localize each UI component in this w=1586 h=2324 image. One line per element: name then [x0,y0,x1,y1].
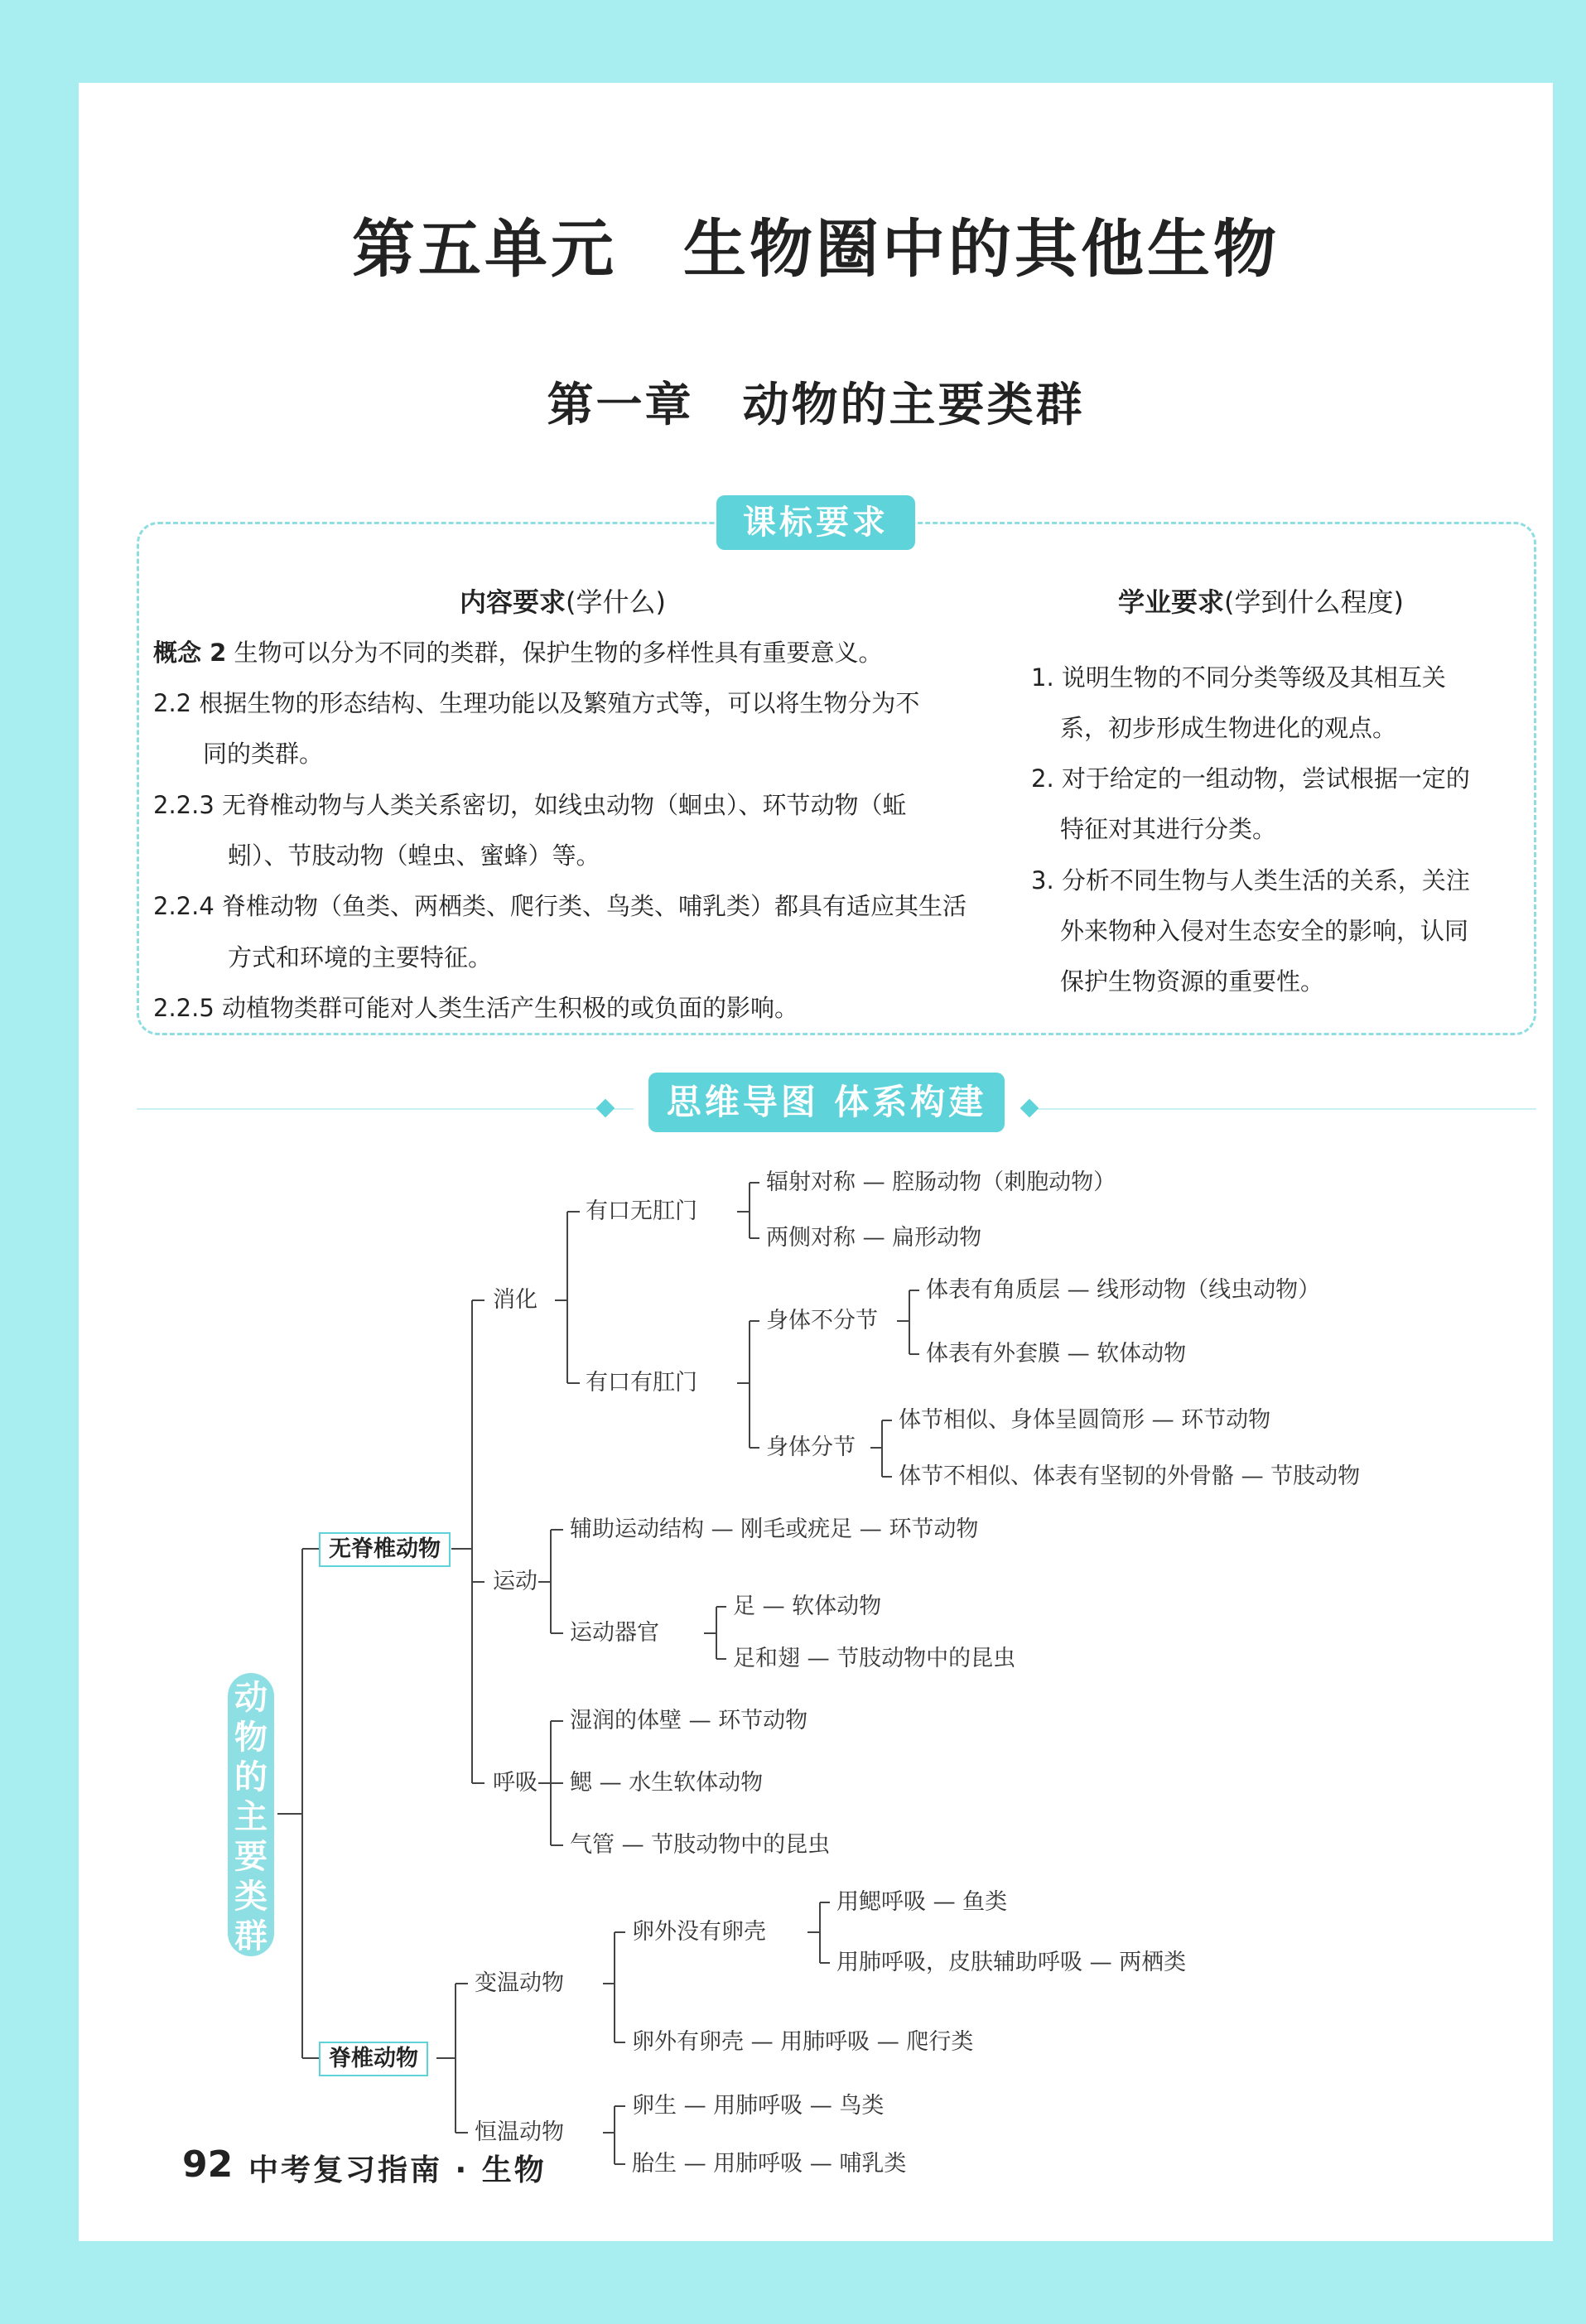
unsegmented-node: 身体不分节 [766,1308,878,1333]
radial-symmetry-node: 辐射对称 — 腔肠动物（刺胞动物） [766,1169,1116,1195]
book-title: 中考复习指南 · 生物 [248,2153,547,2187]
bilateral-symmetry-node: 两侧对称 — 扁形动物 [766,1225,982,1251]
academic-line: 3. 分析不同生物与人类生活的关系，关注 [1031,866,1470,894]
root-char: 主 [234,1798,268,1836]
mouth-anus-node: 有口有肛门 [586,1370,697,1396]
amphibian-node: 用肺呼吸，皮肤辅助呼吸 — 两栖类 [836,1950,1187,1975]
different-segments-node: 体节不相似、体表有坚韧的外骨骼 — 节肢动物 [899,1463,1361,1489]
root-char: 物 [234,1719,268,1757]
content-line: 2.2 根据生物的形态结构、生理功能以及繁殖方式等，可以将生物分为不 [153,689,920,717]
content-line: 蚓）、节肢动物（蝗虫、蜜蜂）等。 [228,841,600,870]
content-requirements-header: 内容要求(学什么) [460,586,666,618]
foot-wing-node: 足和翅 — 节肢动物中的昆虫 [733,1646,1016,1671]
digestion-node: 消化 [493,1287,538,1313]
content-line: 同的类群。 [203,740,324,768]
content-line: 2.2.4 脊椎动物（鱼类、两栖类、爬行类、鸟类、哺乳类）都具有适应其生活 [153,892,967,920]
academic-requirements-header: 学业要求(学到什么程度) [1118,586,1404,618]
bird-node: 卵生 — 用肺呼吸 — 鸟类 [632,2093,885,2119]
fish-node: 用鳃呼吸 — 鱼类 [836,1889,1008,1915]
content-line: 方式和环境的主要特征。 [228,943,493,972]
academic-line: 保护生物资源的重要性。 [1060,967,1325,996]
trachea-node: 气管 — 节肢动物中的昆虫 [570,1832,831,1858]
root-char: 群 [234,1917,268,1955]
segmented-node: 身体分节 [766,1434,856,1460]
mantle-node: 体表有外套膜 — 软体动物 [926,1341,1187,1367]
unit-title: 第五单元 生物圈中的其他生物 [352,212,1280,286]
content-line: 概念 2 生物可以分为不同的类群，保护生物的多样性具有重要意义。 [153,639,883,667]
mindmap-root [228,1673,274,1956]
invertebrate-node: 无脊椎动物 [319,1532,451,1567]
breathing-node: 呼吸 [493,1770,538,1796]
requirements-banner: 课标要求 [716,495,915,550]
mammal-node: 胎生 — 用肺呼吸 — 哺乳类 [632,2151,907,2177]
movement-node: 运动 [493,1569,538,1594]
chapter-title: 第一章 动物的主要类群 [547,378,1085,432]
aux-structure-node: 辅助运动结构 — 刚毛或疣足 — 环节动物 [570,1516,979,1542]
warm-blooded-node: 恒温动物 [475,2119,564,2145]
vertebrate-node: 脊椎动物 [319,2042,428,2076]
no-shell-node: 卵外没有卵壳 [632,1919,766,1945]
page-sheet [79,83,1553,2241]
content-line: 2.2.5 动植物类群可能对人类生活产生积极的或负面的影响。 [153,994,799,1022]
root-char: 动 [234,1679,268,1717]
gill-mollusk-node: 鳃 — 水生软体动物 [570,1770,764,1796]
root-char: 类 [234,1878,268,1916]
root-char: 的 [234,1758,268,1796]
foot-node: 足 — 软体动物 [733,1594,882,1619]
shelled-egg-node: 卵外有卵壳 — 用肺呼吸 — 爬行类 [632,2029,974,2055]
motor-organ-node: 运动器官 [570,1620,659,1646]
academic-line: 2. 对于给定的一组动物，尝试根据一定的 [1031,764,1470,793]
academic-line: 1. 说明生物的不同分类等级及其相互关 [1031,663,1446,692]
academic-line: 外来物种入侵对生态安全的影响，认同 [1060,917,1469,945]
mouth-no-anus-node: 有口无肛门 [586,1198,697,1224]
cuticle-node: 体表有角质层 — 线形动物（线虫动物） [926,1277,1321,1303]
moist-wall-node: 湿润的体壁 — 环节动物 [570,1708,808,1733]
academic-line: 特征对其进行分类。 [1060,815,1277,843]
content-line: 2.2.3 无脊椎动物与人类关系密切，如线虫动物（蛔虫）、环节动物（蚯 [153,791,907,819]
page-number: 92 [182,2143,234,2186]
mindmap-banner: 思维导图 体系构建 [648,1073,1005,1132]
academic-line: 系，初步形成生物进化的观点。 [1060,714,1397,742]
similar-segments-node: 体节相似、身体呈圆筒形 — 环节动物 [899,1407,1271,1433]
cold-blooded-node: 变温动物 [475,1970,564,1996]
mindmap-connectors [79,83,1553,2241]
root-char: 要 [234,1838,268,1876]
